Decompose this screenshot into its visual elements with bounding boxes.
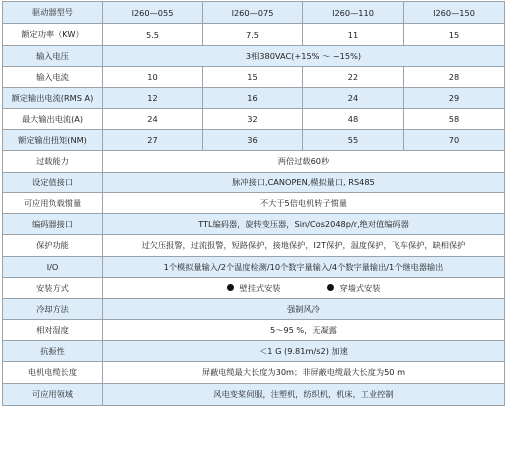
rated-out-label: 额定输出电流(RMS A) — [3, 88, 103, 109]
torque-row — [3, 130, 505, 151]
rated-out-row — [3, 88, 505, 109]
torque-label: 额定输出扭矩(NM) — [3, 130, 103, 151]
mount-value — [103, 278, 505, 299]
humidity-value: 5～95 %，无凝露 — [103, 320, 505, 341]
max-out-110: 48 — [303, 109, 404, 130]
io-row — [3, 257, 505, 278]
torque-150: 70 — [404, 130, 505, 151]
in-current-075: 15 — [203, 67, 303, 88]
voltage-label: 输入电压 — [3, 46, 103, 67]
max-out-150: 58 — [404, 109, 505, 130]
max-out-075: 32 — [203, 109, 303, 130]
cable-label: 电机电缆长度 — [3, 362, 103, 384]
power-075: 7.5 — [203, 24, 303, 46]
model-150: I260—150 — [404, 2, 505, 24]
mount-option-through: 穿墙式安装 — [339, 282, 381, 293]
humidity-row — [3, 320, 505, 341]
inertia-row — [3, 193, 505, 214]
power-110: 11 — [303, 24, 404, 46]
header-row — [3, 2, 505, 24]
cable-value: 屏蔽电缆最大长度为30m；非屏蔽电缆最大长度为50 m — [103, 362, 505, 384]
protection-value: 过欠压报警，过流报警，短路保护，接地保护，I2T保护，温度保护，飞车保护，缺相保护 — [103, 235, 505, 257]
voltage-value: 3相380VAC(+15% ～ −15%) — [103, 46, 505, 67]
cooling-value: 强制风冷 — [103, 299, 505, 320]
cooling-label: 冷却方法 — [3, 299, 103, 320]
torque-055: 27 — [103, 130, 203, 151]
industries-value: 风电变桨伺服，注塑机，纺织机，机床，工业控制 — [103, 384, 505, 406]
humidity-label: 相对湿度 — [3, 320, 103, 341]
power-label: 额定功率（KW） — [3, 24, 103, 46]
power-150: 15 — [404, 24, 505, 46]
max-out-label: 最大输出电流(A) — [3, 109, 103, 130]
mount-label: 安装方式 — [3, 278, 103, 299]
max-out-row — [3, 109, 505, 130]
in-current-055: 10 — [103, 67, 203, 88]
rated-out-110: 24 — [303, 88, 404, 109]
encoder-value: TTL编码器，旋转变压器，Sin/Cos2048p/r,绝对值编码器 — [103, 214, 505, 235]
header-label: 驱动器型号 — [3, 2, 103, 24]
inertia-value: 不大于5倍电机转子惯量 — [103, 193, 505, 214]
setpoint-label: 设定值接口 — [3, 173, 103, 193]
in-current-label: 输入电流 — [3, 67, 103, 88]
industries-label: 可应用领域 — [3, 384, 103, 406]
protection-row — [3, 235, 505, 257]
in-current-row — [3, 67, 505, 88]
torque-110: 55 — [303, 130, 404, 151]
inertia-label: 可应用负载惯量 — [3, 193, 103, 214]
encoder-label: 编码器接口 — [3, 214, 103, 235]
rated-out-075: 16 — [203, 88, 303, 109]
torque-075: 36 — [203, 130, 303, 151]
model-075: I260—075 — [203, 2, 303, 24]
mount-row — [3, 278, 505, 299]
mount-option-wall: 壁挂式安装 — [239, 282, 281, 293]
model-055: I260—055 — [103, 2, 203, 24]
setpoint-row — [3, 173, 505, 193]
encoder-row — [3, 214, 505, 235]
io-value: 1个模拟量输入/2个温度检测/10个数字量输入/4个数字量输出/1个继电器输出 — [103, 257, 505, 278]
cooling-row — [3, 299, 505, 320]
vibration-row — [3, 341, 505, 362]
vibration-value: ＜1 G (9.81m/s2) 加速 — [103, 341, 505, 362]
io-label: I/O — [3, 257, 103, 278]
voltage-row — [3, 46, 505, 67]
in-current-150: 28 — [404, 67, 505, 88]
bullet-icon — [227, 284, 234, 291]
model-110: I260—110 — [303, 2, 404, 24]
spec-table — [2, 1, 505, 406]
vibration-label: 抗振性 — [3, 341, 103, 362]
setpoint-value: 脉冲接口,CANOPEN,模拟量口, RS485 — [103, 173, 505, 193]
rated-out-150: 29 — [404, 88, 505, 109]
cable-row — [3, 362, 505, 384]
rated-out-055: 12 — [103, 88, 203, 109]
protection-label: 保护功能 — [3, 235, 103, 257]
bullet-icon — [327, 284, 334, 291]
industries-row — [3, 384, 505, 406]
overload-value: 两倍过载60秒 — [103, 151, 505, 173]
power-row — [3, 24, 505, 46]
overload-label: 过载能力 — [3, 151, 103, 173]
max-out-055: 24 — [103, 109, 203, 130]
overload-row — [3, 151, 505, 173]
power-055: 5.5 — [103, 24, 203, 46]
in-current-110: 22 — [303, 67, 404, 88]
